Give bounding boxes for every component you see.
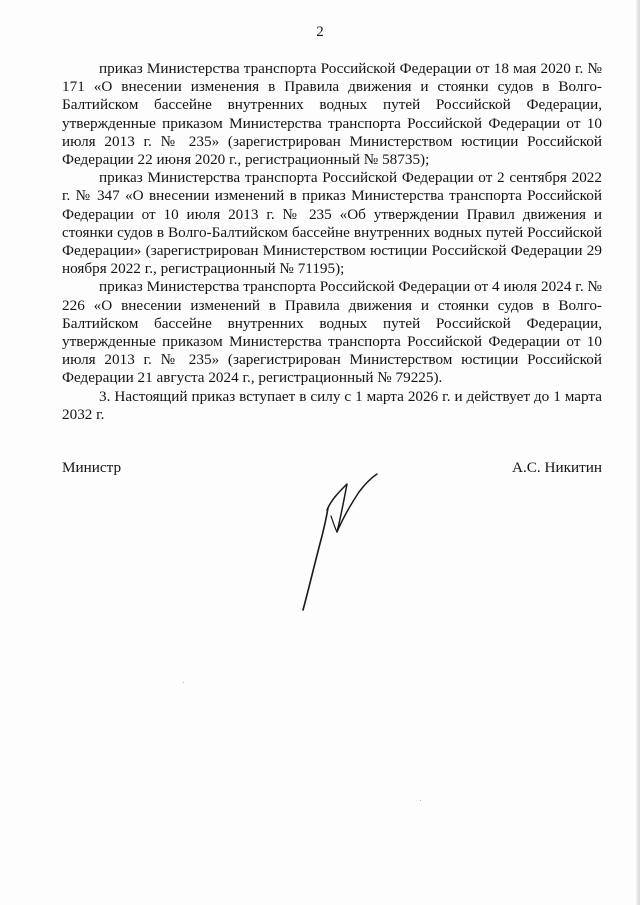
paragraph-effective-date: 3. Настоящий приказ вступает в силу с 1 марта 2026 г. и действует до 1 марта 2032 г.: [62, 387, 602, 423]
scan-edge: [636, 0, 640, 905]
signer-name: А.С. Никитин: [512, 459, 602, 476]
document-body: [62, 60, 602, 424]
handwritten-signature: [295, 470, 395, 620]
paragraph-order-2020: приказ Министерства транспорта Российской Федерации от 18 мая 2020 г. № 171 «О внесении изменения в Правила движения и стоянки судов в Волго-Балтийском бассейне внутренних водных путей Российской Федерации, утвержденные приказом Министерства транспорта Российской Федерации от 10 июля 2013 г. № 235» (зарегистрирован Министерством юстиции Российской Федерации 22 июня 2020 г., регистрационный № 58735);: [62, 60, 602, 169]
scan-speck: [183, 682, 184, 683]
page-number: 2: [316, 24, 324, 40]
scan-speck: [420, 800, 421, 801]
paragraph-order-2022: приказ Министерства транспорта Российской Федерации от 2 сентября 2022 г. № 347 «О внесении изменений в приказ Министерства транспорта Российской Федерации от 10 июля 2013 г. № 235 «Об утверждении Правил движения и стоянки судов в Волго-Балтийском бассейне внутренних водных путей Российской Федерации» (зарегистрирован Министерством юстиции Российской Федерации 29 ноября 2022 г., регистрационный № 71195);: [62, 169, 602, 278]
signer-title: Министр: [62, 459, 122, 476]
paragraph-order-2024: приказ Министерства транспорта Российской Федерации от 4 июля 2024 г. № 226 «О внесении изменений в Правила движения и стоянки судов в Волго-Балтийском бассейне внутренних водных путей Российской Федерации, утвержденные приказом Министерства транспорта Российской Федерации от 10 июля 2013 г. № 235» (зарегистрирован Министерством юстиции Российской Федерации 21 августа 2024 г., регистрационный № 79225).: [62, 278, 602, 387]
